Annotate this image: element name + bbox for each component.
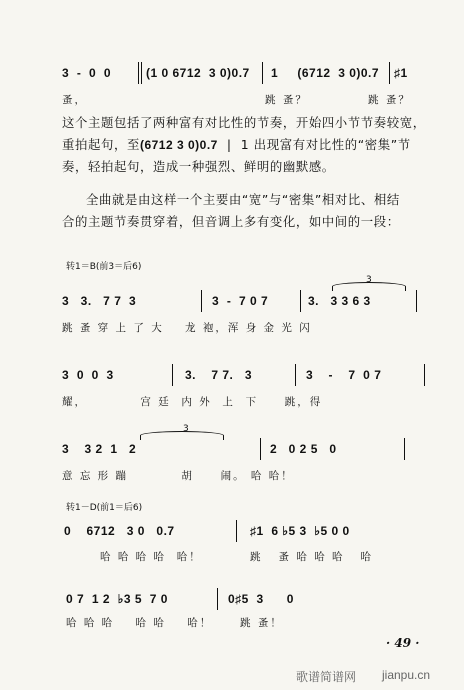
lyric-top-c: 跳 蚤？ [368, 94, 411, 106]
barline [201, 290, 202, 312]
triplet-mark: 3 [366, 275, 372, 285]
page-number: · 49 · [386, 636, 420, 650]
barline [260, 438, 261, 460]
notes-measure: 0 6712 3 0 0.7 [64, 524, 175, 538]
notes-measure: 3 0 0 3 [62, 368, 114, 382]
prose-line: 奏，轻拍起句，造成一种强烈、鲜明的幽默感。 [62, 159, 335, 174]
barline [424, 364, 425, 386]
key-change-label: 转1－D(前1＝后6) [66, 503, 143, 513]
notes-measure: 3 - 7 0 7 [212, 294, 269, 308]
barline [262, 62, 263, 84]
barline [217, 588, 218, 610]
barline [172, 364, 173, 386]
barline [295, 364, 296, 386]
notes-top-b: (1 0 6712 3 0)0.7 [146, 66, 250, 80]
barline [141, 62, 142, 84]
barline [236, 520, 237, 542]
notes-top-c: 1 (6712 3 0)0.7 [271, 66, 380, 80]
notes-measure: 0 7 1 2 ♭3 5 7 0 [66, 592, 168, 606]
prose-line: 这个主题包括了两种富有对比性的节奏，开始四小节节奏较宽， [62, 115, 426, 130]
lyric-line: 跳 蚤 穿 上 了 大 龙 袍，浑 身 金 光 闪 [62, 322, 312, 334]
lyric-line: 意 忘 形 蹦 胡 闹。 哈 哈！ [62, 470, 294, 482]
lyric-line: 跳 蚤！ [240, 617, 283, 629]
prose-text: 重拍起句，至 [62, 137, 140, 152]
barline [416, 290, 417, 312]
lyric-line: 跳 蚤 哈 哈 哈 哈 [250, 551, 374, 563]
barline [404, 438, 405, 460]
barline [300, 290, 301, 312]
notes-measure: 3. 3 3 6 3 [308, 294, 371, 308]
notes-top-a: 3 - 0 0 [62, 66, 112, 80]
barline [389, 62, 390, 84]
notes-measure: 3. 7 7. 3 [185, 368, 253, 382]
lyric-top-b: 跳 蚤？ [265, 94, 308, 106]
inline-notes: (6712 3 0)0.7 [139, 138, 218, 152]
lyric-line: 耀， 宫 廷 内 外 上 下 跳，得 [62, 396, 323, 408]
prose-line: 全曲就是由这样一个主要由“宽”与“密集”相对比、相结 [86, 192, 400, 207]
tie-slur [140, 431, 224, 440]
watermark-text: 歌谱简谱网 [296, 670, 357, 684]
prose-barline: | [217, 137, 241, 152]
lyric-top-a: 蚤， [62, 94, 87, 106]
key-change-label: 转1＝B(前3＝后6) [66, 262, 142, 272]
notes-top-d: ♯1 [394, 66, 408, 80]
lyric-line: 哈 哈 哈 哈 哈 哈！ [66, 617, 213, 629]
prose-text: 1 出现富有对比性的“密集”节 [240, 137, 411, 152]
prose-line: 合的主题节奏贯穿着，但音调上多有变化，如中间的一段： [62, 214, 400, 229]
prose-line [62, 134, 411, 156]
notes-measure: 3 3. 7 7 3 [62, 294, 137, 308]
notes-measure: 0♯5 3 0 [228, 592, 294, 606]
triplet-mark: 3 [183, 424, 189, 434]
barline [138, 62, 139, 84]
watermark-url: jianpu.cn [382, 668, 431, 682]
lyric-line: 哈 哈 哈 哈 哈！ [100, 551, 202, 563]
notes-measure: 2 0 2 5 0 [270, 442, 337, 456]
notes-measure: ♯1 6 ♭5 3 ♭5 0 0 [250, 524, 350, 538]
notes-measure: 3 3 2 1 2 [62, 442, 137, 456]
notes-measure: 3 - 7 0 7 [306, 368, 382, 382]
